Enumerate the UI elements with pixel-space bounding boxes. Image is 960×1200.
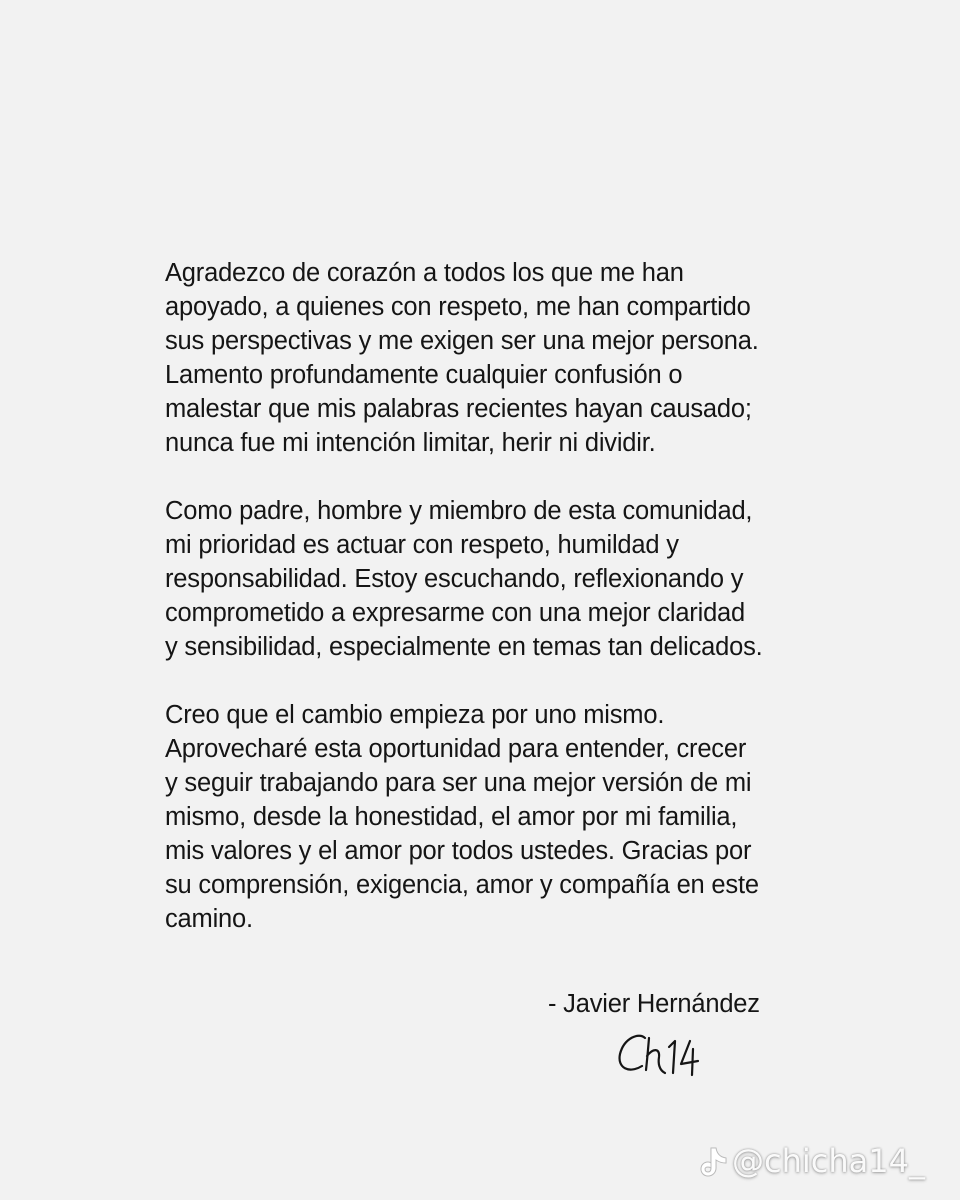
text-line: camino.: [165, 905, 253, 933]
text-line: Lamento profundamente cualquier confusión o: [165, 361, 683, 389]
text-line: mis valores y el amor por todos ustedes. Gracias por: [165, 837, 752, 865]
handwritten-signature: [614, 1030, 704, 1080]
text-line: y sensibilidad, especialmente en temas tan delicados.: [165, 633, 763, 661]
signoff-name: - Javier Hernández: [548, 990, 760, 1018]
text-line: Como padre, hombre y miembro de esta comunidad,: [165, 497, 753, 525]
text-line: Agradezco de corazón a todos los que me han: [165, 259, 684, 287]
text-line: responsabilidad. Estoy escuchando, reflexionando y: [165, 565, 744, 593]
statement-body: [165, 256, 815, 936]
text-line: sus perspectivas y me exigen ser una mejor persona.: [165, 327, 759, 355]
text-line: Aprovecharé esta oportunidad para entender, crecer: [165, 735, 747, 763]
text-line: nunca fue mi intención limitar, herir ni dividir.: [165, 429, 656, 457]
creator-handle: @chicha14_: [732, 1142, 925, 1180]
paragraph-gratitude: [165, 256, 815, 460]
text-line: mi prioridad es actuar con respeto, humildad y: [165, 531, 679, 559]
tiktok-icon: [700, 1144, 730, 1178]
text-line: comprometido a expresarme con una mejor claridad: [165, 599, 746, 627]
paragraph-change: [165, 698, 815, 936]
text-line: apoyado, a quienes con respeto, me han compartido: [165, 293, 751, 321]
text-line: Creo que el cambio empieza por uno mismo.: [165, 701, 665, 729]
tiktok-watermark: [700, 1140, 944, 1182]
text-line: y seguir trabajando para ser una mejor versión de mi: [165, 769, 752, 797]
paragraph-responsibility: [165, 494, 815, 664]
text-line: malestar que mis palabras recientes hayan causado;: [165, 395, 752, 423]
text-line: su comprensión, exigencia, amor y compañía en este: [165, 871, 759, 899]
text-line: mismo, desde la honestidad, el amor por mi familia,: [165, 803, 738, 831]
